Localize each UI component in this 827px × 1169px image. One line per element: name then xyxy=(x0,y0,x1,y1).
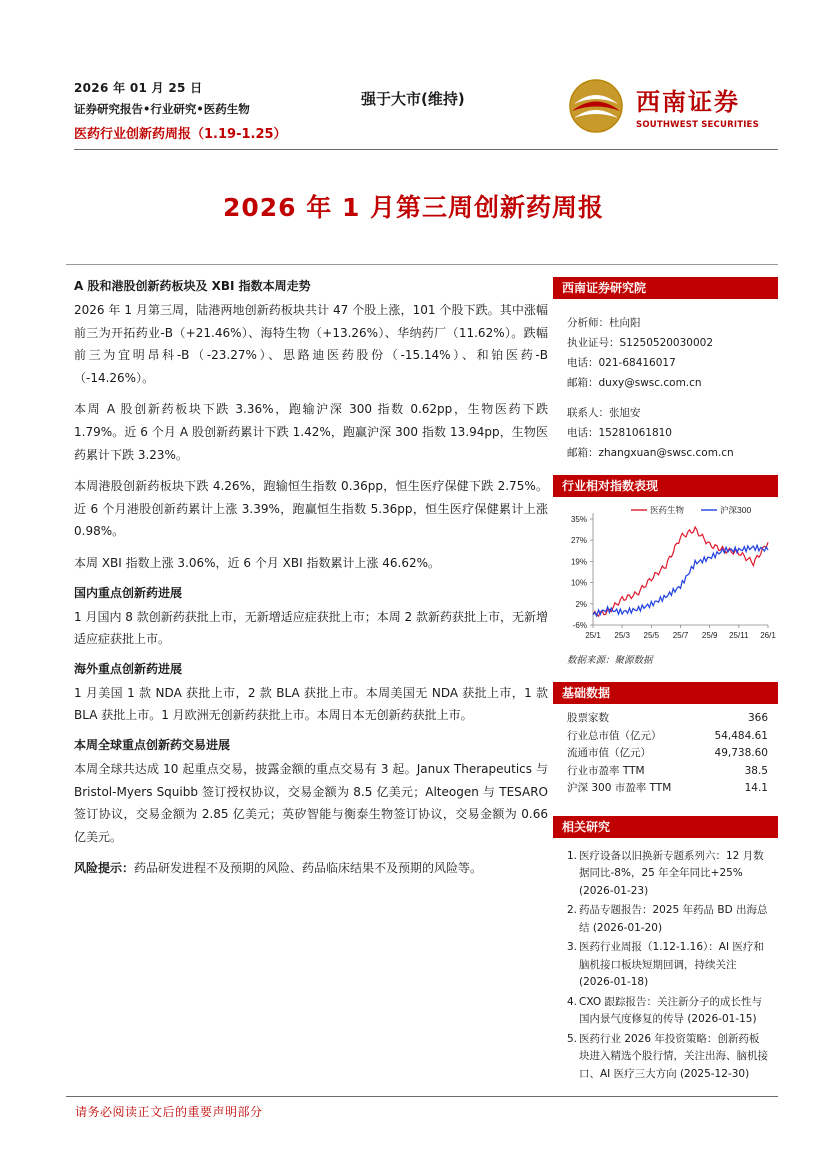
related-research-list xyxy=(553,838,778,1084)
performance-section xyxy=(553,475,778,666)
legend-label: 沪深300 xyxy=(720,505,752,515)
footer-disclaimer: 请务必阅读正文后的重要声明部分 xyxy=(75,1105,263,1119)
performance-heading: 行业相对指数表现 xyxy=(553,475,778,497)
related-research-section xyxy=(553,816,778,1084)
related-research-item[interactable] xyxy=(567,994,768,1029)
contact-phone: 电话：15281061810 xyxy=(567,427,672,439)
paragraph: 2026 年 1 月第三周，陆港两地创新药板块共计 47 个股上涨，101 个股下跌。其中涨幅前三为开拓药业-B（+21.46%）、海特生物（+13.26%）、华纳药厂（11.62%）。跌幅前三为宜明昂科-B（-23.27%）、思路迪医药股份（-15.14%）、和铂医药-B（-14.26%）。 xyxy=(74,303,548,385)
analyst-name: 分析师：杜向阳 xyxy=(567,317,641,329)
basic-data-label: 行业总市值（亿元） xyxy=(567,729,662,742)
industry-rating: 强于大市(维持) xyxy=(361,90,465,108)
basic-data-value: 366 xyxy=(747,712,768,724)
report-date: 2026 年 01 月 25 日 xyxy=(74,81,203,95)
section-heading: A 股和港股创新药板块及 XBI 指数本周走势 xyxy=(74,279,311,293)
relative-performance-chart xyxy=(553,501,778,649)
basic-data-value: 38.5 xyxy=(744,764,768,777)
analyst-info xyxy=(553,299,778,463)
related-research-item[interactable] xyxy=(567,902,768,937)
y-tick-label: 35% xyxy=(570,515,587,524)
item-text: 医药行业周报（1.12-1.16）：AI 医疗和脑机接口板块短期回调，持续关注 (2026-01-18) xyxy=(579,941,764,988)
main-content xyxy=(74,277,548,889)
section-overseas-progress xyxy=(74,660,548,727)
basic-data-row xyxy=(553,745,778,763)
y-tick-label: 19% xyxy=(570,557,587,567)
report-series-title: 医药行业创新药周报（1.19-1.25） xyxy=(74,127,287,142)
risk-text: 药品研发进程不及预期的风险、药品临床结果不及预期的风险等。 xyxy=(134,861,483,876)
item-text: 医药行业 2026 年投资策略：创新药板块进入精选个股行情，关注出海、脑机接口、AI 医疗三大方向 (2025-12-30) xyxy=(579,1032,768,1080)
basic-data-value: 14.1 xyxy=(744,782,768,794)
basic-data-value: 49,738.60 xyxy=(714,747,768,759)
paragraph: 本周全球共达成 10 起重点交易，披露金额的重点交易有 3 起。Janux Therapeutics 与 Bristol-Myers Squibb 签订授权协议，交易金额为 8.5 亿美元；Alteogen 与 TESARO 签订协议，交易金额为 2.85 亿美元；英矽智能与衡泰生物签订协议，交易金额为 0.66 亿美元。 xyxy=(74,761,548,844)
page-title: 2026 年 1 月第三周创新药周报 xyxy=(222,193,605,222)
basic-data-label: 沪深 300 市盈率 TTM xyxy=(567,782,672,794)
basic-data-row xyxy=(553,728,778,746)
paragraph: 1 月美国 1 款 NDA 获批上市，2 款 BLA 获批上市。本周美国无 NDA 获批上市，1 款 BLA 获批上市。1 月欧洲无创新药获批上市。本周日本无创新药获批上市。 xyxy=(74,685,548,723)
y-tick-label: -6% xyxy=(572,621,587,630)
related-research-item[interactable] xyxy=(567,848,768,901)
basic-data-row xyxy=(553,710,778,728)
item-number: 3. xyxy=(567,941,578,953)
basic-data-table xyxy=(553,710,778,798)
logo-english-name: SOUTHWEST SECURITIES xyxy=(636,120,759,130)
logo-mark-icon xyxy=(566,78,626,134)
basic-data-label: 股票家数 xyxy=(567,712,609,724)
header-divider xyxy=(74,149,778,150)
report-category: 证券研究报告•行业研究•医药生物 xyxy=(74,102,250,116)
related-research-heading: 相关研究 xyxy=(553,816,778,838)
risk-label: 风险提示： xyxy=(74,861,135,876)
x-tick-label: 26/1 xyxy=(760,631,776,640)
paragraph: 本周 XBI 指数上涨 3.06%，近 6 个月 XBI 指数累计上涨 46.62%。 xyxy=(74,555,441,570)
analyst-email[interactable]: 邮箱：duxy@swsc.com.cn xyxy=(567,377,702,389)
item-text: CXO 跟踪报告：关注新分子的成长性与国内景气度修复的传导 (2026-01-15) xyxy=(579,995,762,1025)
series-line-0 xyxy=(593,527,768,616)
x-tick-label: 25/7 xyxy=(672,631,689,640)
contact-name: 联系人：张旭安 xyxy=(567,407,641,419)
footer-divider xyxy=(66,1096,778,1097)
section-heading: 海外重点创新药进展 xyxy=(74,661,183,676)
related-research-item[interactable] xyxy=(567,1031,768,1084)
related-research-item[interactable] xyxy=(567,939,768,992)
x-tick-label: 25/9 xyxy=(701,631,718,640)
item-text: 药品专题报告：2025 年药品 BD 出海总结 (2026-01-20) xyxy=(579,904,768,934)
basic-data-row xyxy=(553,763,778,781)
analyst-phone: 电话：021-68416017 xyxy=(567,357,676,369)
basic-data-value: 54,484.61 xyxy=(714,729,768,742)
section-domestic-progress xyxy=(74,584,548,651)
x-tick-label: 25/1 xyxy=(585,631,601,640)
series-line-1 xyxy=(593,545,768,616)
company-logo xyxy=(566,78,766,134)
chart-svg xyxy=(553,501,778,649)
analyst-license: 执业证号：S1250520030002 xyxy=(567,337,714,349)
section-global-deals xyxy=(74,736,548,848)
basic-data-row xyxy=(553,780,778,798)
paragraph: 1 月国内 8 款创新药获批上市，无新增适应症获批上市；本周 2 款新药获批上市，无新增适应症获批上市。 xyxy=(74,609,548,647)
institute-heading: 西南证券研究院 xyxy=(553,277,778,299)
data-source: 数据来源：聚源数据 xyxy=(567,655,653,666)
basic-data-label: 流通市值（亿元） xyxy=(567,747,651,759)
section-market-trend xyxy=(74,277,548,575)
paragraph: 本周港股创新药板块下跌 4.26%，跑输恒生指数 0.36pp，恒生医疗保健下跌 2.75%。近 6 个月港股创新药累计上涨 3.39%，跑赢恒生指数 5.36pp，恒生医疗保健累计上涨 0.98%。 xyxy=(74,479,548,539)
basic-data-section xyxy=(553,682,778,798)
section-heading: 国内重点创新药进展 xyxy=(74,585,183,600)
paragraph: 本周 A 股创新药板块下跌 3.36%，跑输沪深 300 指数 0.62pp，生物医药下跌 1.79%。近 6 个月 A 股创新药累计下跌 1.42%，跑赢沪深 300 指数 13.94pp，生物医药累计下跌 3.23%。 xyxy=(74,402,548,462)
risk-warning xyxy=(74,857,548,880)
basic-data-label: 行业市盈率 TTM xyxy=(567,764,645,777)
y-tick-label: 2% xyxy=(575,599,587,609)
y-tick-label: 10% xyxy=(570,578,587,588)
contact-email[interactable]: 邮箱：zhangxuan@swsc.com.cn xyxy=(567,447,734,459)
item-text: 医疗设备以旧换新专题系列六：12 月数据同比-8%，25 年全年同比+25% (2026-01-23) xyxy=(579,849,764,897)
sidebar xyxy=(553,277,778,1085)
item-number: 5. xyxy=(567,1032,578,1045)
section-heading: 本周全球重点创新药交易进展 xyxy=(74,737,231,752)
logo-chinese-name: 西南证券 xyxy=(636,87,740,116)
x-tick-label: 25/3 xyxy=(614,631,630,640)
basic-data-heading: 基础数据 xyxy=(553,682,778,704)
x-tick-label: 25/11 xyxy=(729,631,749,640)
content-divider xyxy=(66,264,778,265)
legend-label: 医药生物 xyxy=(650,505,685,515)
y-tick-label: 27% xyxy=(570,536,587,546)
item-number: 2. xyxy=(567,904,578,916)
item-number: 1. xyxy=(567,849,578,862)
x-tick-label: 25/5 xyxy=(643,631,660,640)
item-number: 4. xyxy=(567,995,578,1008)
